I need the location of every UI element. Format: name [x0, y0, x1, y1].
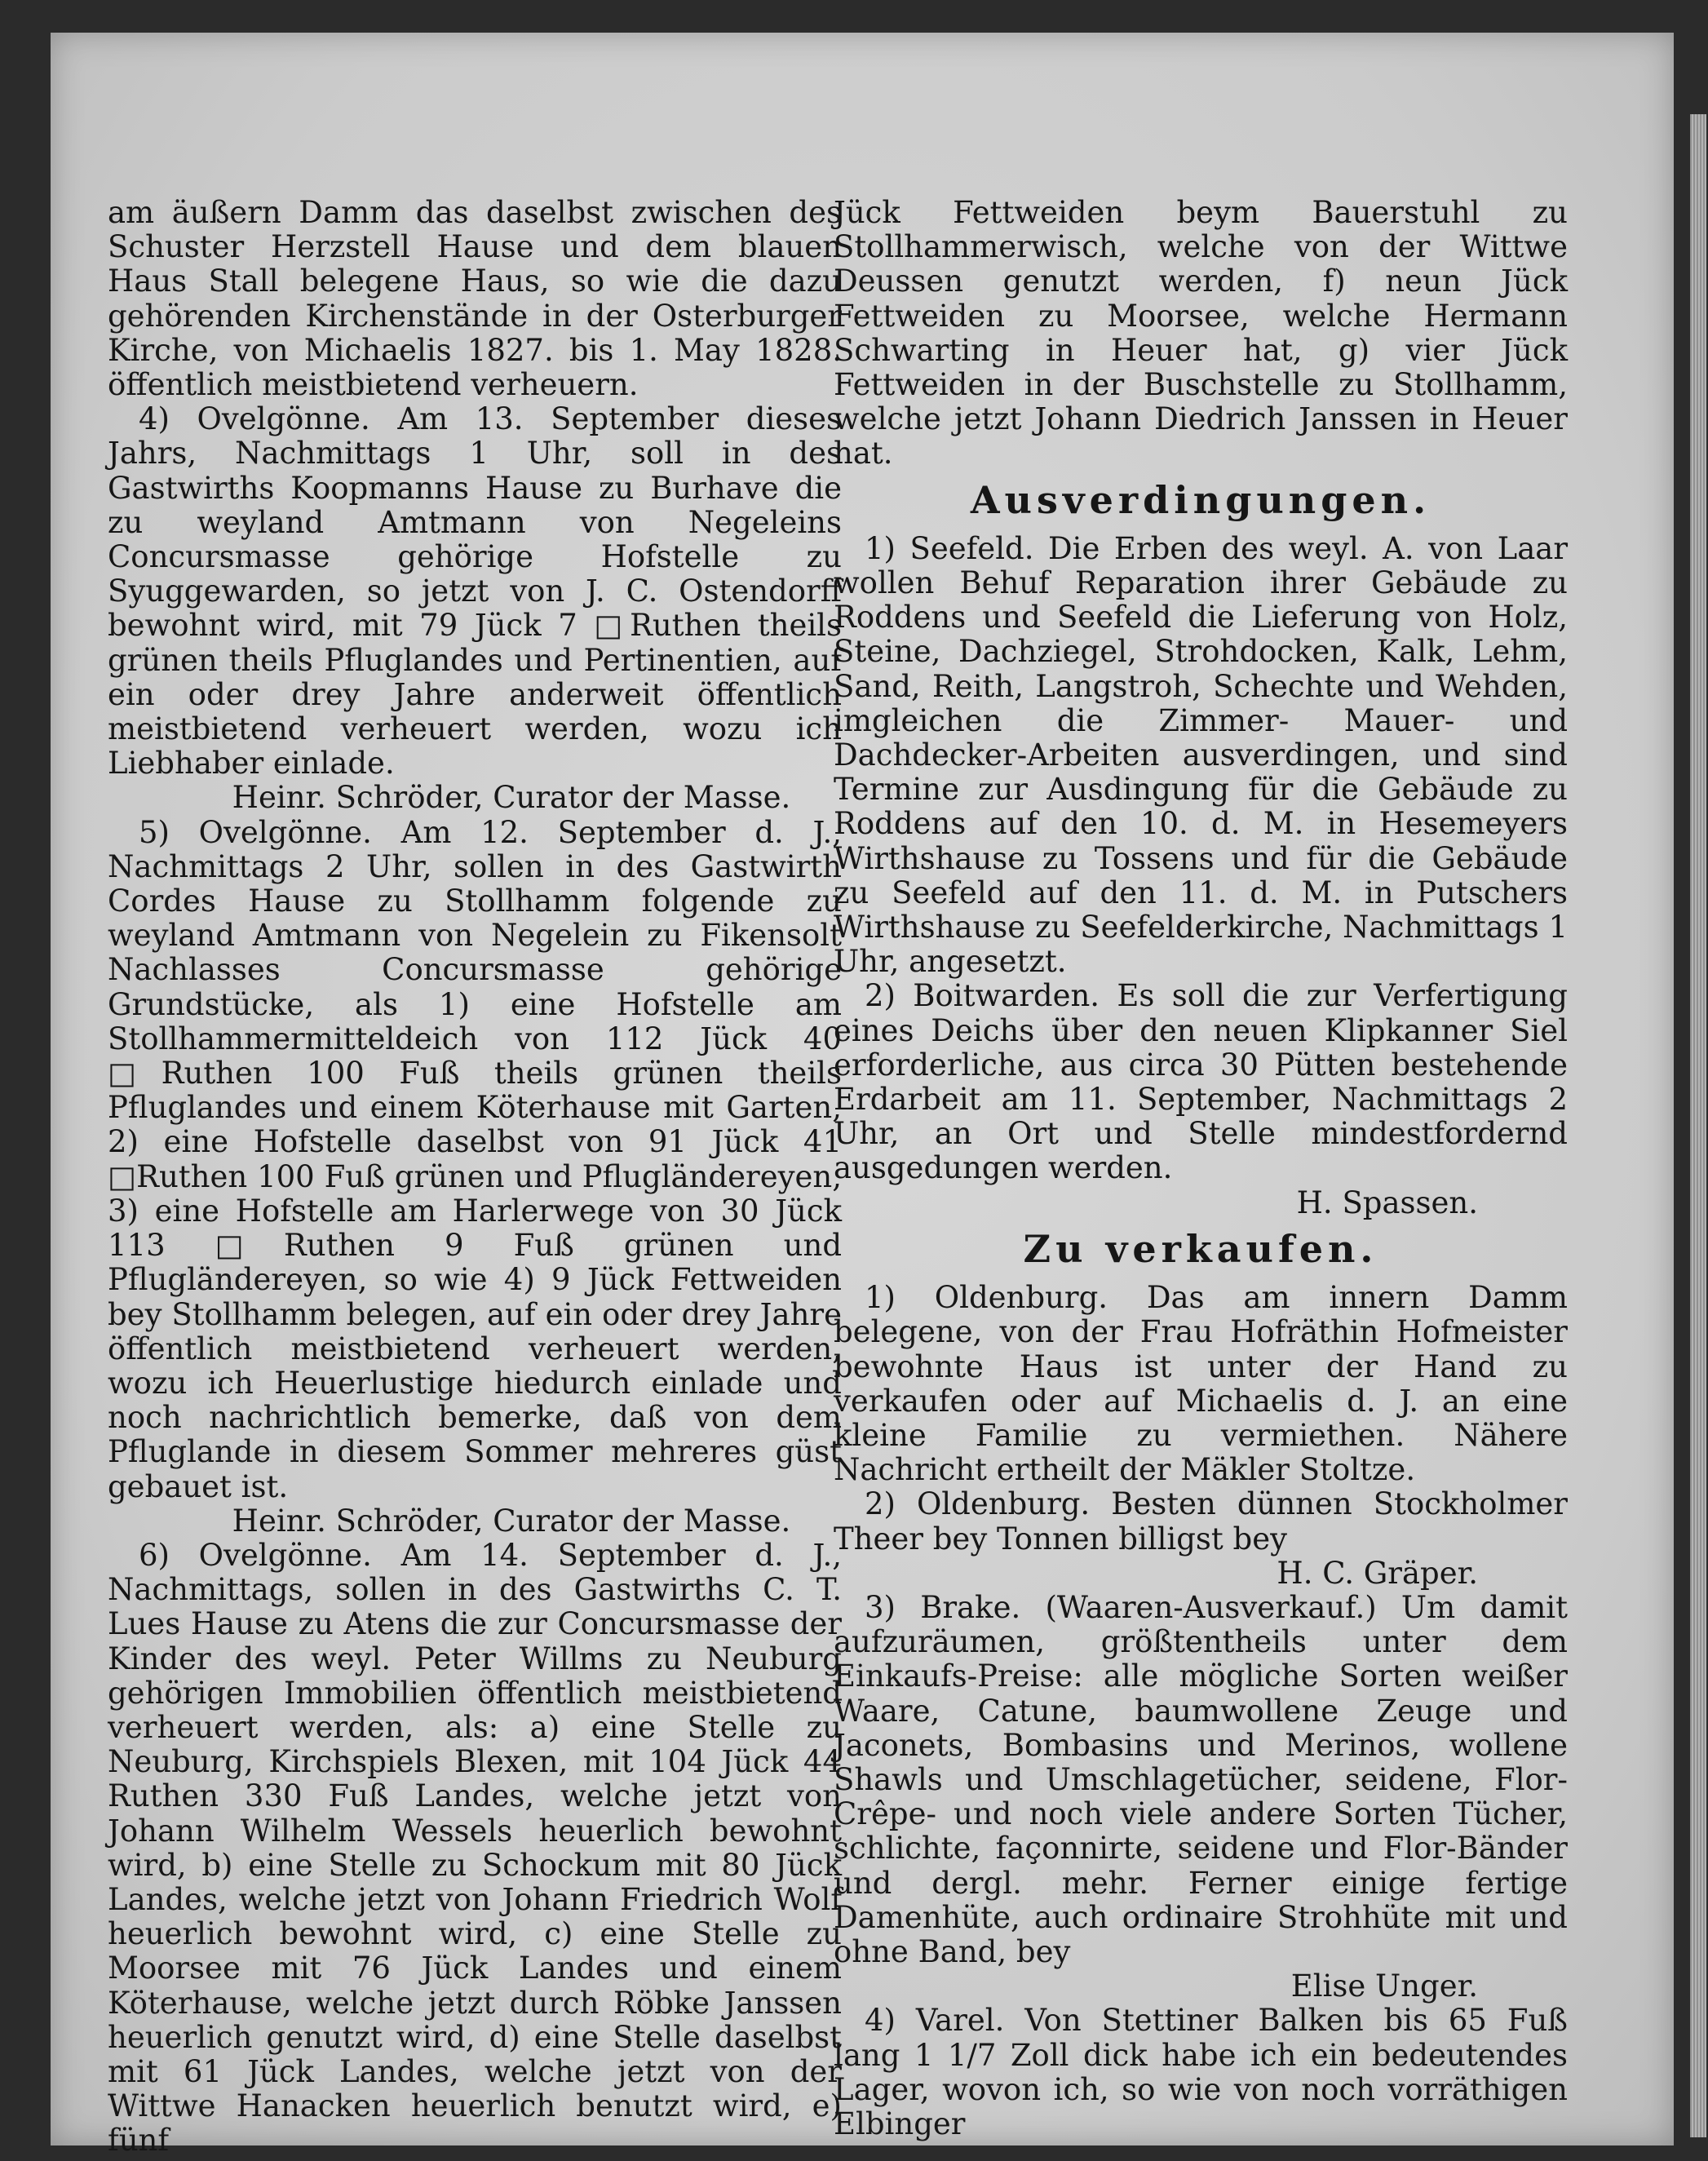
- notice-paragraph: Jück Fettweiden beym Bauerstuhl zu Stollhammerwisch, welche von der Wittwe Deussen genutzt werden, f) neun Jück Fettweiden zu Moorsee, welche Hermann Schwarting in Heuer hat, g) vier Jück Fettweiden in der Buschstelle zu Stollhamm, welche jetzt Johann Diedrich Janssen in Heuer hat.: [834, 195, 1568, 472]
- notice-paragraph: 4) Ovelgönne. Am 13. September dieses Jahrs, Nachmittags 1 Uhr, soll in des Gastwirths Koopmanns Hause zu Burhave die zu weyland Amtmann von Negeleins Concursmasse gehörige Hofstelle zu Syuggewarden, so jetzt von J. C. Ostendorff bewohnt wird, mit 79 Jück 7 □Ruthen theils grünen theils Pfluglandes und Pertinentien, auf ein oder drey Jahre anderweit öffentlich meistbietend verheuert werden, wozu ich Liebhaber einlade.: [108, 401, 842, 782]
- notice-paragraph: 5) Ovelgönne. Am 12. September d. J., Nachmittags 2 Uhr, sollen in des Gastwirth Cordes Hause zu Stollhamm folgende zu weyland Amtmann von Negelein zu Fikensolt Nachlasses Concursmasse gehörige Grundstücke, als 1) eine Hofstelle am Stollhammermitteldeich von 112 Jück 40 □Ruthen 100 Fuß theils grünen theils Pfluglandes und einem Köterhause mit Garten, 2) eine Hofstelle daselbst von 91 Jück 41 □Ruthen 100 Fuß grünen und Pflugländereyen, 3) eine Hofstelle am Harlerwege von 30 Jück 113 □Ruthen 9 Fuß grünen und Pflugländereyen, so wie 4) 9 Jück Fettweiden bey Stollhamm belegen, auf ein oder drey Jahre öffentlich meistbietend verheuert werden, wozu ich Heuerlustige hiedurch einlade und noch nachrichtlich bemerke, daß von dem Pfluglande in diesem Sommer mehreres güst gebauet ist.: [108, 814, 842, 1504]
- notice-paragraph: 1) Seefeld. Die Erben des weyl. A. von Laar wollen Behuf Reparation ihrer Gebäude zu Roddens und Seefeld die Lieferung von Holz, Steine, Dachziegel, Strohdocken, Kalk, Lehm, Sand, Reith, Langstroh, Schechte und Wehden, imgleichen die Zimmer- Mauer- und Dachdecker-Arbeiten ausverdingen, und sind Termine zur Ausdingung für die Gebäude zu Roddens auf den 10. d. M. in Hesemeyers Wirthshause zu Tossens und für die Gebäude zu Seefeld auf den 11. d. M. in Putschers Wirthshause zu Seefelderkirche, Nachmittags 1 Uhr, angesetzt.: [834, 530, 1568, 980]
- notice-paragraph: 1) Oldenburg. Das am innern Damm belegene, von der Frau Hofräthin Hofmeister bewohnte Haus ist unter der Hand zu verkaufen oder auf Michaelis d. J. an eine kleine Familie zu vermiethen. Nähere Nachricht ertheilt der Mäkler Stoltze.: [834, 1280, 1568, 1488]
- signature: Elise Unger.: [1290, 1968, 1478, 2004]
- right-column: [834, 196, 1568, 2141]
- section-heading: Ausverdingungen.: [970, 477, 1431, 522]
- notice-paragraph: 2) Boitwarden. Es soll die zur Verfertigung eines Deichs über den neuen Klipkanner Siel erforderliche, aus circa 30 Pütten bestehende Erdarbeit am 11. September, Nachmittags 2 Uhr, an Ort und Stelle mindestfordernd ausgedungen werden.: [834, 978, 1568, 1186]
- signature: H. Spassen.: [1296, 1185, 1478, 1220]
- left-column: [108, 196, 842, 2159]
- newspaper-page: [51, 33, 1674, 2159]
- notice-paragraph: 4) Varel. Von Stettiner Balken bis 65 Fuß lang 1 1/7 Zoll dick habe ich ein bedeutendes Lager, wovon ich, so wie von noch vorräthigen Elbinger: [834, 2003, 1568, 2141]
- signature: Heinr. Schröder, Curator der Masse.: [232, 1503, 791, 1539]
- signature: Heinr. Schröder, Curator der Masse.: [232, 780, 791, 816]
- notice-paragraph: 6) Ovelgönne. Am 14. September d. J., Nachmittags, sollen in des Gastwirths C. T. Lues Hause zu Atens die zur Concursmasse der Kinder des weyl. Peter Willms zu Neuburg gehörigen Immobilien öffentlich meistbietend verheuert werden, als: a) eine Stelle zu Neuburg, Kirchspiels Blexen, mit 104 Jück 44 Ruthen 330 Fuß Landes, welche jetzt von Johann Wilhelm Wessels heuerlich bewohnt wird, b) eine Stelle zu Schockum mit 80 Jück Landes, welche jetzt von Johann Friedrich Wolf heuerlich bewohnt wird, c) eine Stelle zu Moorsee mit 76 Jück Landes und einem Köterhause, welche jetzt durch Röbke Janssen heuerlich genutzt wird, d) eine Stelle daselbst mit 61 Jück Landes, welche jetzt von der Wittwe Hanacken heuerlich benutzt wird, e) fünf: [108, 1537, 842, 2159]
- signature: H. C. Gräper.: [1277, 1555, 1478, 1591]
- notice-paragraph: am äußern Damm das daselbst zwischen des Schuster Herzstell Hause und dem blauen Haus Stall belegene Haus, so wie die dazu gehörenden Kirchenstände in der Osterburger Kirche, von Michaelis 1827. bis 1. May 1828. öffentlich meistbietend verheuern.: [108, 195, 842, 403]
- page-edge: [1690, 114, 1706, 2137]
- notice-paragraph: 3) Brake. (Waaren-Ausverkauf.) Um damit aufzuräumen, größtentheils unter dem Einkaufs-Preise: alle mögliche Sorten weißer Waare, Catune, baumwollene Zeuge und Jaconets, Bombasins und Merinos, wollene Shawls und Umschlagetücher, seidene, Flor- Crêpe- und noch viele andere Sorten Tücher, schlichte, façonnirte, seidene und Flor-Bänder und dergl. mehr. Ferner einige fertige Damenhüte, auch ordinaire Strohhüte mit und ohne Band, bey: [834, 1589, 1568, 1969]
- notice-paragraph: 2) Oldenburg. Besten dünnen Stockholmer Theer bey Tonnen billigst bey: [834, 1486, 1568, 1557]
- section-heading: Zu verkaufen.: [1023, 1226, 1378, 1271]
